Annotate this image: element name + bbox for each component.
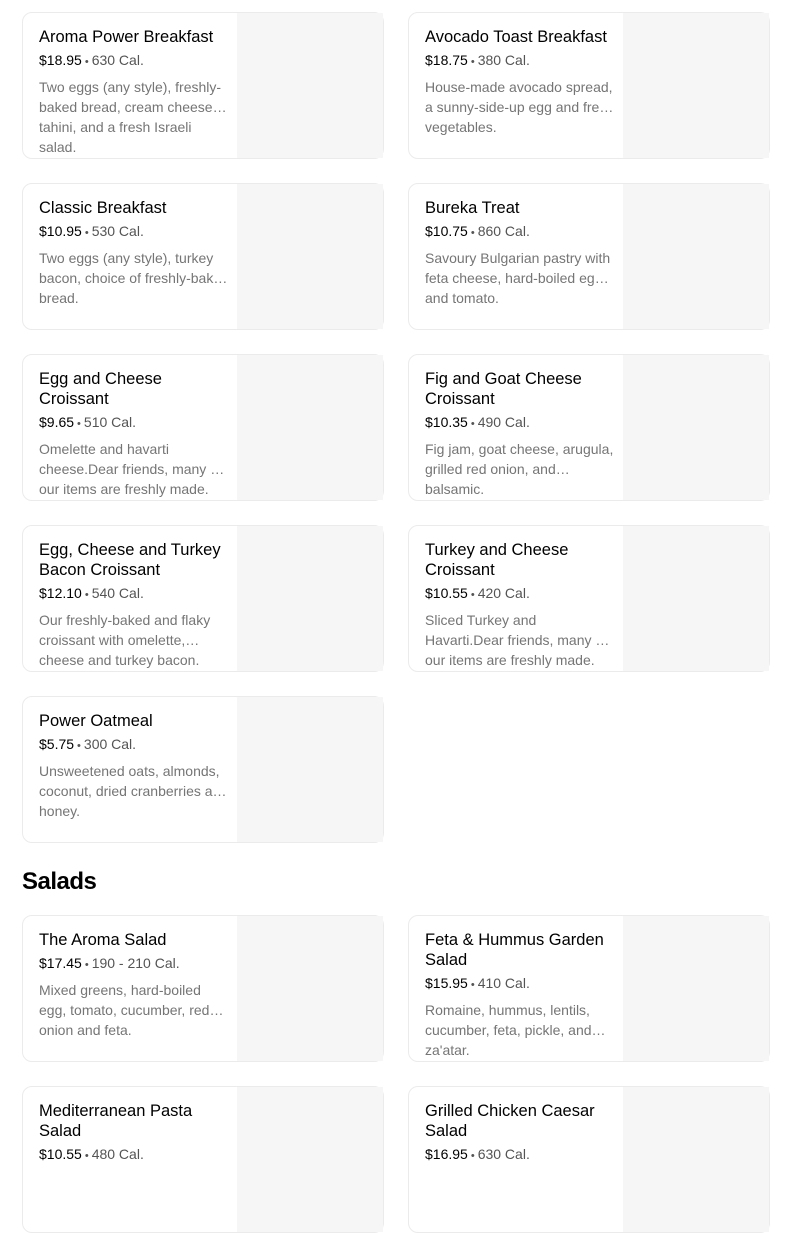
menu-item-price-line xyxy=(425,51,615,71)
menu-item-price: $15.95 xyxy=(425,975,468,991)
menu-item-card[interactable] xyxy=(22,525,384,672)
menu-item-price-line xyxy=(425,584,615,604)
menu-item-description: Unsweetened oats, almonds, coconut, dried cranberries and honey. xyxy=(39,763,229,819)
menu-item-price: $18.95 xyxy=(39,52,82,68)
menu-item-info xyxy=(425,540,615,668)
menu-item-image-placeholder xyxy=(237,1087,383,1232)
menu-item-price-line xyxy=(425,413,615,433)
menu-item-price-line xyxy=(39,222,229,242)
menu-item-price-line xyxy=(39,584,229,604)
menu-item-card[interactable] xyxy=(408,12,770,159)
menu-item-price-line xyxy=(425,1145,615,1165)
menu-item-info xyxy=(39,369,229,497)
menu-item-calories: 540 Cal. xyxy=(91,585,144,601)
menu-item-name: Egg, Cheese and Turkey Bacon Croissant xyxy=(39,541,221,579)
menu-item-price: $18.75 xyxy=(425,52,468,68)
bullet-separator: • xyxy=(84,589,89,601)
bullet-separator: • xyxy=(77,740,81,752)
menu-item-description: Fig jam, goat cheese, arugula, grilled red onion, and balsamic. xyxy=(425,441,614,497)
menu-item-price: $10.55 xyxy=(425,585,468,601)
menu-item-image-placeholder xyxy=(237,697,383,842)
menu-item-description: House-made avocado spread, a sunny-side-up egg and fresh vegetables. xyxy=(425,79,615,135)
menu-item-card[interactable] xyxy=(408,354,770,501)
menu-item-price: $10.55 xyxy=(39,1146,82,1162)
menu-item-description: Romaine, hummus, lentils, cucumber, feta, pickle, and za'atar. xyxy=(425,1002,592,1058)
menu-item-price: $17.45 xyxy=(39,955,82,971)
bullet-separator: • xyxy=(470,1150,475,1162)
bullet-separator: • xyxy=(470,589,475,601)
menu-item-price-line xyxy=(39,51,229,71)
menu-item-calories: 860 Cal. xyxy=(477,223,530,239)
menu-item-image-placeholder xyxy=(237,526,383,671)
bullet-separator: • xyxy=(84,959,89,971)
menu-item-image-placeholder xyxy=(623,184,769,329)
menu-item-calories: 380 Cal. xyxy=(477,52,530,68)
menu-item-price: $9.65 xyxy=(39,414,75,430)
menu-item-name: The Aroma Salad xyxy=(39,931,167,949)
menu-item-card[interactable] xyxy=(22,183,384,330)
menu-item-description: Our freshly-baked and flaky croissant with omelette, cheese and turkey bacon. xyxy=(39,612,211,668)
menu-item-name: Turkey and Cheese Croissant xyxy=(425,541,569,579)
menu-item-price: $5.75 xyxy=(39,736,75,752)
menu-item-info xyxy=(425,369,615,497)
menu-item-description: Sliced Turkey and Havarti.Dear friends, many of our items are freshly made. xyxy=(425,612,608,668)
menu-item-info xyxy=(425,1101,615,1171)
menu-item-name: Classic Breakfast xyxy=(39,199,167,217)
menu-item-description: Omelette and havarti cheese.Dear friends, many of our items are freshly made. xyxy=(39,441,222,497)
menu-item-description: Savoury Bulgarian pastry with feta cheese, hard-boiled egg and tomato. xyxy=(425,250,611,306)
menu-item-calories: 420 Cal. xyxy=(477,585,530,601)
menu-item-image-placeholder xyxy=(623,1087,769,1232)
bullet-separator: • xyxy=(470,418,475,430)
menu-item-price: $10.95 xyxy=(39,223,82,239)
menu-item-card[interactable] xyxy=(408,183,770,330)
menu-item-calories: 410 Cal. xyxy=(477,975,530,991)
menu-item-name: Bureka Treat xyxy=(425,199,520,217)
menu-item-card[interactable] xyxy=(22,354,384,501)
menu-item-image-placeholder xyxy=(237,916,383,1061)
menu-item-calories: 300 Cal. xyxy=(83,736,137,752)
menu-item-name: Fig and Goat Cheese Croissant xyxy=(425,370,582,408)
menu-item-card[interactable] xyxy=(408,525,770,672)
bullet-separator: • xyxy=(84,56,89,68)
menu-item-description: Two eggs (any style), turkey bacon, choice of freshly-baked bread. xyxy=(39,250,229,306)
menu-item-info xyxy=(425,198,615,306)
menu-item-calories: 480 Cal. xyxy=(91,1146,144,1162)
menu-item-calories: 490 Cal. xyxy=(477,414,530,430)
menu-item-price: $10.75 xyxy=(425,223,468,239)
menu-item-price: $10.35 xyxy=(425,414,468,430)
menu-item-name: Egg and Cheese Croissant xyxy=(39,370,162,408)
bullet-separator: • xyxy=(470,979,475,991)
menu-item-image-placeholder xyxy=(237,13,383,158)
menu-item-info xyxy=(39,540,229,668)
bullet-separator: • xyxy=(84,227,89,239)
menu-item-calories: 530 Cal. xyxy=(91,223,144,239)
menu-item-price-line xyxy=(39,413,229,433)
menu-item-image-placeholder xyxy=(623,526,769,671)
menu-item-image-placeholder xyxy=(237,355,383,500)
menu-item-card[interactable] xyxy=(22,12,384,159)
menu-item-name: Aroma Power Breakfast xyxy=(39,28,214,46)
menu-item-image-placeholder xyxy=(623,355,769,500)
menu-item-description: Two eggs (any style), freshly-baked bread, cream cheese, tahini, and a fresh Israeli salad. xyxy=(39,79,222,155)
menu-item-card[interactable] xyxy=(408,915,770,1062)
menu-item-info xyxy=(39,711,229,819)
menu-item-price-line xyxy=(39,1145,229,1165)
bullet-separator: • xyxy=(470,56,475,68)
menu-item-name: Feta & Hummus Garden Salad xyxy=(425,931,604,969)
menu-item-price-line xyxy=(425,222,615,242)
menu-item-info xyxy=(39,1101,229,1171)
menu-item-description: Mixed greens, hard-boiled egg, tomato, cucumber, red onion and feta. xyxy=(39,982,210,1038)
menu-item-card[interactable] xyxy=(22,1086,384,1233)
menu-item-price-line xyxy=(39,735,229,755)
menu-item-name: Mediterranean Pasta Salad xyxy=(39,1102,193,1140)
menu-item-info xyxy=(425,930,615,1058)
section-title-salads: Salads xyxy=(22,868,97,895)
menu-item-name: Avocado Toast Breakfast xyxy=(425,28,607,46)
menu-item-name: Power Oatmeal xyxy=(39,712,153,730)
menu-item-calories: 510 Cal. xyxy=(83,414,137,430)
menu-item-price: $16.95 xyxy=(425,1146,468,1162)
bullet-separator: • xyxy=(84,1150,89,1162)
menu-item-card[interactable] xyxy=(22,915,384,1062)
menu-item-image-placeholder xyxy=(623,916,769,1061)
menu-item-info xyxy=(39,930,229,1038)
menu-item-card[interactable] xyxy=(408,1086,770,1233)
bullet-separator: • xyxy=(470,227,475,239)
bullet-separator: • xyxy=(77,418,81,430)
menu-item-calories: 630 Cal. xyxy=(477,1146,530,1162)
menu-item-calories: 630 Cal. xyxy=(91,52,144,68)
menu-item-price-line xyxy=(425,974,615,994)
menu-item-price: $12.10 xyxy=(39,585,82,601)
menu-item-price-line xyxy=(39,954,229,974)
menu-item-info xyxy=(39,27,229,155)
menu-item-card[interactable] xyxy=(22,696,384,843)
menu-item-calories: 190 - 210 Cal. xyxy=(91,955,180,971)
menu-item-name: Grilled Chicken Caesar Salad xyxy=(425,1102,595,1140)
menu-item-image-placeholder xyxy=(623,13,769,158)
menu-item-info xyxy=(39,198,229,306)
menu-item-info xyxy=(425,27,615,135)
menu-item-image-placeholder xyxy=(237,184,383,329)
